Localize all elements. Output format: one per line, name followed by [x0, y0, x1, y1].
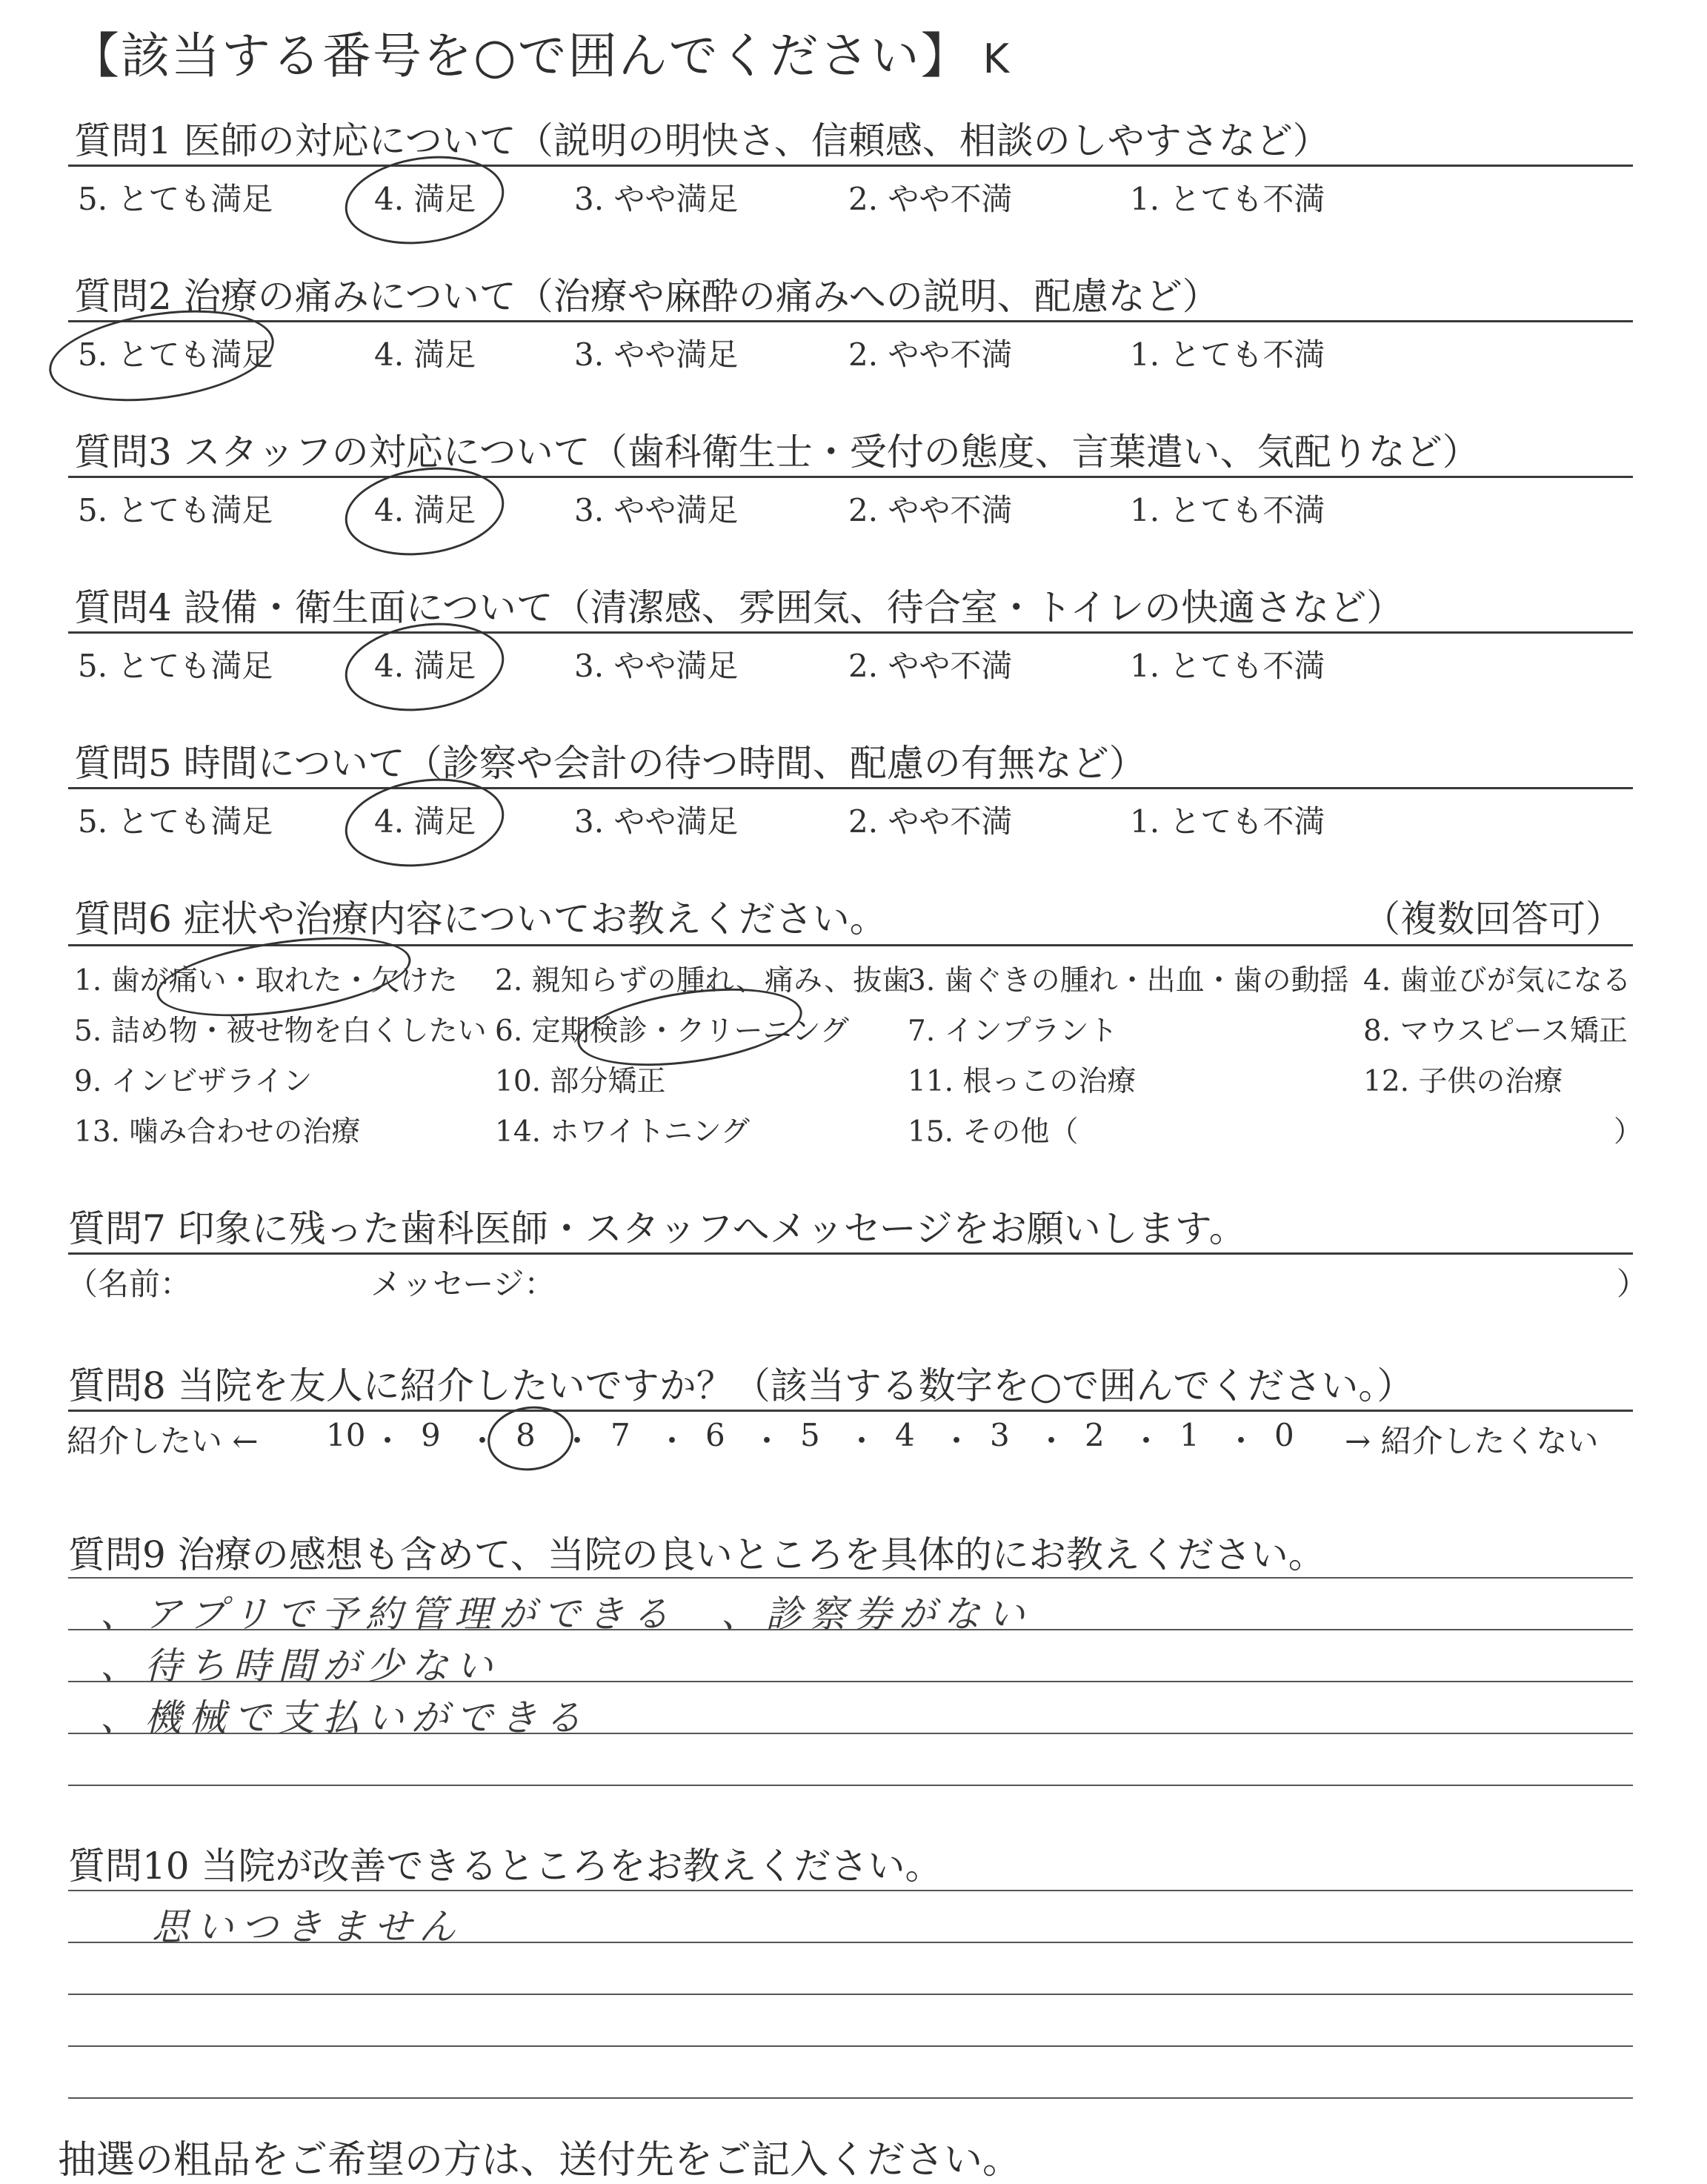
- rating-option[interactable]: 3. やや満足: [574, 648, 739, 684]
- scale-separator: ・: [846, 1423, 878, 1459]
- question-9-label: 質問9 治療の感想も含めて、当院の良いところを具体的にお教えください。: [68, 1533, 1325, 1576]
- symptom-option[interactable]: 2. 親知らずの腫れ、痛み、抜歯: [495, 964, 911, 998]
- rating-option[interactable]: 3. やや満足: [574, 181, 739, 217]
- rating-option[interactable]: 5. とても満足: [78, 336, 273, 373]
- rating-option[interactable]: 2. やや不満: [848, 492, 1013, 528]
- writing-line: [68, 1994, 1633, 1995]
- divider: [68, 1252, 1633, 1255]
- rating-option[interactable]: 1. とても不満: [1130, 181, 1325, 217]
- symptom-option[interactable]: 12. 子供の治療: [1363, 1065, 1563, 1098]
- divider: [68, 320, 1633, 322]
- handwritten-mark: K: [982, 36, 1011, 82]
- symptom-option[interactable]: 6. 定期検診・クリーニング: [495, 1015, 849, 1048]
- scale-number[interactable]: 2: [1085, 1417, 1105, 1453]
- symptom-option[interactable]: 9. インビザライン: [74, 1065, 313, 1098]
- symptom-option[interactable]: 4. 歯並びが気になる: [1363, 964, 1631, 998]
- rating-option[interactable]: 2. やや不満: [848, 648, 1013, 684]
- scale-separator: ・: [1225, 1423, 1257, 1459]
- name-field-label: （名前：: [67, 1266, 192, 1302]
- symptom-option[interactable]: 13. 噛み合わせの治療: [74, 1115, 361, 1149]
- writing-line: [68, 1785, 1633, 1786]
- selection-circle: [484, 1401, 578, 1476]
- scale-number[interactable]: 4: [895, 1417, 915, 1453]
- scale-number[interactable]: 8: [516, 1417, 536, 1453]
- scale-number[interactable]: 6: [705, 1417, 725, 1453]
- close-paren: ）: [1617, 1266, 1648, 1302]
- symptom-option[interactable]: 8. マウスピース矯正: [1363, 1015, 1628, 1048]
- scale-separator: ・: [372, 1423, 404, 1459]
- scale-number[interactable]: 3: [990, 1417, 1010, 1453]
- question-5-label: 質問5 時間について（診察や会計の待つ時間、配慮の有無など）: [74, 742, 1146, 785]
- question-2-label: 質問2 治療の痛みについて（治療や麻酔の痛みへの説明、配慮など）: [74, 275, 1219, 318]
- symptom-option[interactable]: 11. 根っこの治療: [908, 1065, 1137, 1098]
- scale-separator: ・: [562, 1423, 593, 1459]
- symptom-option[interactable]: 3. 歯ぐきの腫れ・出血・歯の動揺: [908, 964, 1349, 998]
- answer-9-line-2: 、待ち時間が少ない: [100, 1644, 500, 1687]
- rating-option[interactable]: 3. やや満足: [574, 803, 739, 840]
- writing-line: [68, 1577, 1633, 1579]
- rating-option[interactable]: 4. 満足: [374, 181, 476, 217]
- page-title: 【該当する番号を○で囲んでください】 K: [70, 27, 1011, 84]
- question-8-label: 質問8 当院を友人に紹介したいですか？（該当する数字を○で囲んでください。）: [68, 1364, 1414, 1407]
- scale-separator: ・: [467, 1423, 499, 1459]
- divider: [68, 476, 1633, 478]
- writing-line: [68, 2045, 1633, 2047]
- divider: [68, 165, 1633, 167]
- symptom-option[interactable]: 5. 詰め物・被せ物を白くしたい: [74, 1015, 487, 1048]
- question-1-label: 質問1 医師の対応について（説明の明快さ、信頼感、相談のしやすさなど）: [74, 119, 1330, 162]
- answer-9-line-1: 、アプリで予約管理ができる 、診察券がない: [100, 1593, 1032, 1636]
- scale-separator: ・: [1036, 1423, 1068, 1459]
- answer-10-line-1: 思いつきません: [152, 1905, 463, 1948]
- scale-separator: ・: [751, 1423, 783, 1459]
- question-7-label: 質問7 印象に残った歯科医師・スタッフへメッセージをお願いします。: [68, 1207, 1246, 1250]
- rating-option[interactable]: 1. とても不満: [1130, 803, 1325, 840]
- writing-line: [68, 2097, 1633, 2099]
- rating-option[interactable]: 2. やや不満: [848, 181, 1013, 217]
- rating-option[interactable]: 5. とても満足: [78, 181, 273, 217]
- answer-9-line-3: 、機械で支払いができる: [100, 1696, 589, 1739]
- symptom-option[interactable]: 10. 部分矯正: [495, 1065, 666, 1098]
- question-10-label: 質問10 当院が改善できるところをお教えください。: [68, 1845, 942, 1888]
- rating-option[interactable]: 2. やや不満: [848, 336, 1013, 373]
- scale-number[interactable]: 10: [326, 1417, 366, 1453]
- writing-line: [68, 1890, 1633, 1891]
- symptom-option[interactable]: 15. その他（: [908, 1115, 1079, 1149]
- rating-option[interactable]: 3. やや満足: [574, 336, 739, 373]
- rating-option[interactable]: 4. 満足: [374, 648, 476, 684]
- scale-separator: ・: [941, 1423, 973, 1459]
- scale-separator: ・: [656, 1423, 688, 1459]
- symptom-option[interactable]: ）: [1614, 1115, 1643, 1149]
- question-3-label: 質問3 スタッフの対応について（歯科衛生士・受付の態度、言葉遣い、気配りなど）: [74, 431, 1480, 474]
- recommend-right-label: → 紹介したくない: [1345, 1423, 1599, 1459]
- rating-option[interactable]: 5. とても満足: [78, 803, 273, 840]
- question-6-note: （複数回答可）: [1363, 897, 1623, 940]
- rating-option[interactable]: 4. 満足: [374, 336, 476, 373]
- rating-option[interactable]: 5. とても満足: [78, 492, 273, 528]
- divider: [68, 787, 1633, 789]
- message-field-label: メッセージ：: [370, 1266, 556, 1302]
- divider: [68, 631, 1633, 634]
- scale-number[interactable]: 1: [1179, 1417, 1199, 1453]
- scale-number[interactable]: 5: [800, 1417, 820, 1453]
- symptom-option[interactable]: 1. 歯が痛い・取れた・欠けた: [74, 964, 458, 998]
- symptom-option[interactable]: 7. インプラント: [908, 1015, 1118, 1048]
- divider: [68, 1410, 1633, 1412]
- symptom-option[interactable]: 14. ホワイトニング: [495, 1115, 750, 1149]
- scale-number[interactable]: 9: [421, 1417, 441, 1453]
- recommend-left-label: 紹介したい ←: [67, 1423, 259, 1459]
- rating-option[interactable]: 1. とても不満: [1130, 492, 1325, 528]
- question-4-label: 質問4 設備・衛生面について（清潔感、雰囲気、待合室・トイレの快適さなど）: [74, 586, 1404, 629]
- rating-option[interactable]: 4. 満足: [374, 492, 476, 528]
- footer-instruction: 抽選の粗品をご希望の方は、送付先をご記入ください。: [58, 2138, 1022, 2183]
- scale-separator: ・: [1131, 1423, 1162, 1459]
- scale-number[interactable]: 0: [1274, 1417, 1294, 1453]
- scale-number[interactable]: 7: [610, 1417, 630, 1453]
- rating-option[interactable]: 1. とても不満: [1130, 336, 1325, 373]
- question-6-label: 質問6 症状や治療内容についてお教えください。: [74, 897, 887, 940]
- rating-option[interactable]: 3. やや満足: [574, 492, 739, 528]
- rating-option[interactable]: 4. 満足: [374, 803, 476, 840]
- rating-option[interactable]: 5. とても満足: [78, 648, 273, 684]
- rating-option[interactable]: 2. やや不満: [848, 803, 1013, 840]
- rating-option[interactable]: 1. とても不満: [1130, 648, 1325, 684]
